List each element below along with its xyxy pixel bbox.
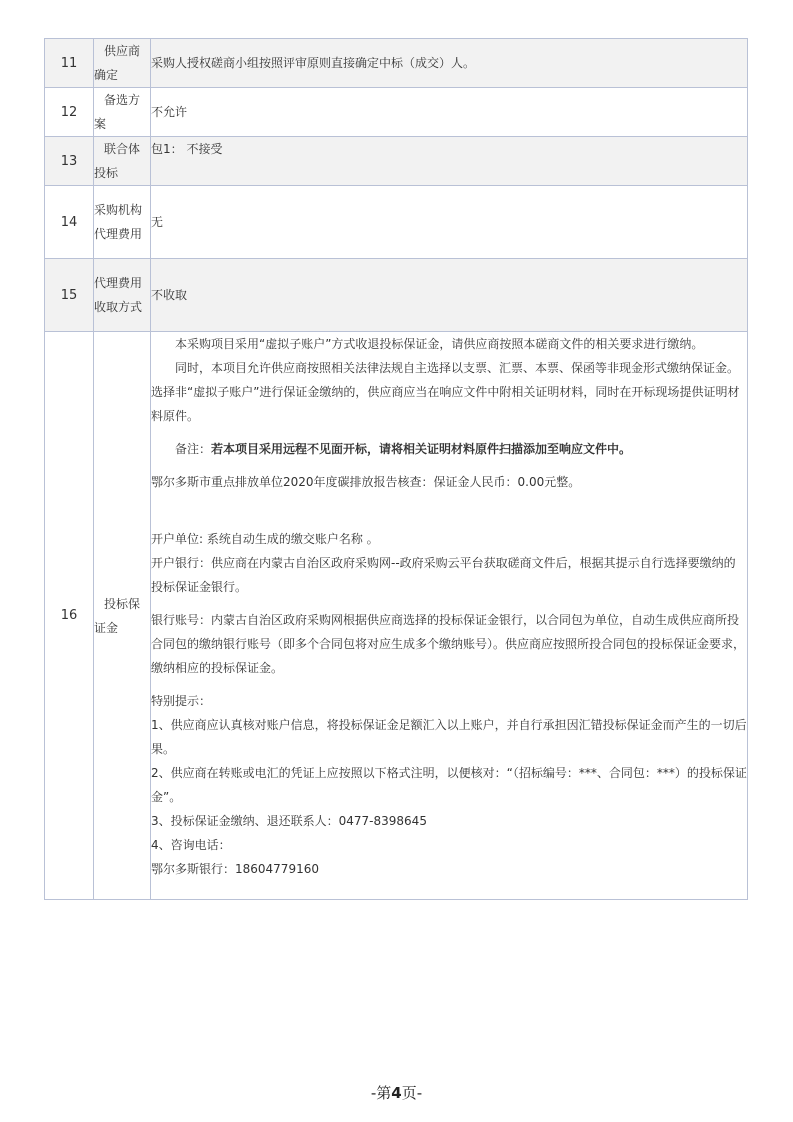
row-number: 12 (45, 88, 94, 137)
table-row (45, 137, 748, 186)
row-content: 采购人授权磋商小组按照评审原则直接确定中标（成交）人。 (151, 39, 748, 88)
row-label: 供应商确定 (94, 39, 151, 88)
row-number: 14 (45, 186, 94, 259)
page-footer (0, 1082, 793, 1103)
deposit-note (151, 437, 747, 461)
row-number: 15 (45, 259, 94, 332)
tips-title: 特别提示： (151, 694, 212, 708)
table-row (45, 88, 748, 137)
row-label: 代理费用收取方式 (94, 259, 151, 332)
row-number: 16 (45, 332, 94, 900)
note-bold: 若本项目采用远程不见面开标，请将相关证明材料原件扫描添加至响应文件中。 (211, 442, 632, 456)
table-row (45, 186, 748, 259)
deposit-paragraph: 本采购项目采用“虚拟子账户”方式收退投标保证金，请供应商按照本磋商文件的相关要求进行缴纳。 (175, 337, 704, 351)
tip-item: 1、供应商应认真核对账户信息，将投标保证金足额汇入以上账户，并自行承担因汇错投标保证金而产生的一切后果。 (151, 718, 747, 756)
row-content: 不收取 (151, 259, 748, 332)
page-number: 4 (391, 1084, 402, 1102)
footer-prefix: -第 (370, 1084, 392, 1102)
account-number: 银行账号：内蒙古自治区政府采购网根据供应商选择的投标保证金银行，以合同包为单位，自动生成供应商所投合同包的缴纳银行账号（即多个合同包将对应生成多个缴纳账号）。供应商应按照所投合同包的投标保证金要求，缴纳相应的投标保证金。 (151, 613, 746, 675)
bank-info: 开户银行：供应商在内蒙古自治区政府采购网--政府采购云平台获取磋商文件后，根据其提示自行选择要缴纳的投标保证金银行。 (151, 556, 736, 594)
row-content: 包1： 不接受 (151, 137, 748, 186)
row-label: 备选方案 (94, 88, 151, 137)
deposit-amount: 鄂尔多斯市重点排放单位2020年度碳排放报告核查：保证金人民币：0.00元整。 (151, 475, 581, 489)
table-row (45, 39, 748, 88)
table-row (45, 259, 748, 332)
tip-item: 2、供应商在转账或电汇的凭证上应按照以下格式注明，以便核对：“（招标编号：***、合同包：***）的投标保证金”。 (151, 766, 747, 804)
note-prefix: 备注： (175, 442, 212, 456)
bid-info-table (44, 38, 748, 900)
table-row (45, 332, 748, 900)
account-name: 开户单位: 系统自动生成的缴交账户名称 。 (151, 532, 379, 546)
tip-item: 4、咨询电话： (151, 838, 231, 852)
row-label: 采购机构代理费用 (94, 186, 151, 259)
deposit-paragraph: 同时，本项目允许供应商按照相关法律法规自主选择以支票、汇票、本票、保函等非现金形式缴纳保证金。选择非“虚拟子账户”进行保证金缴纳的，供应商应当在响应文件中附相关证明材料，同时在开标现场提供证明材料原件。 (151, 361, 740, 423)
row-label: 联合体投标 (94, 137, 151, 186)
deposit-content (151, 332, 748, 900)
row-number: 13 (45, 137, 94, 186)
row-number: 11 (45, 39, 94, 88)
tip-item: 鄂尔多斯银行：18604779160 (151, 862, 319, 876)
tip-item: 3、投标保证金缴纳、退还联系人：0477-8398645 (151, 814, 427, 828)
row-label: 投标保证金 (94, 332, 151, 900)
row-content: 不允许 (151, 88, 748, 137)
row-content: 无 (151, 186, 748, 259)
footer-suffix: 页- (401, 1084, 423, 1102)
